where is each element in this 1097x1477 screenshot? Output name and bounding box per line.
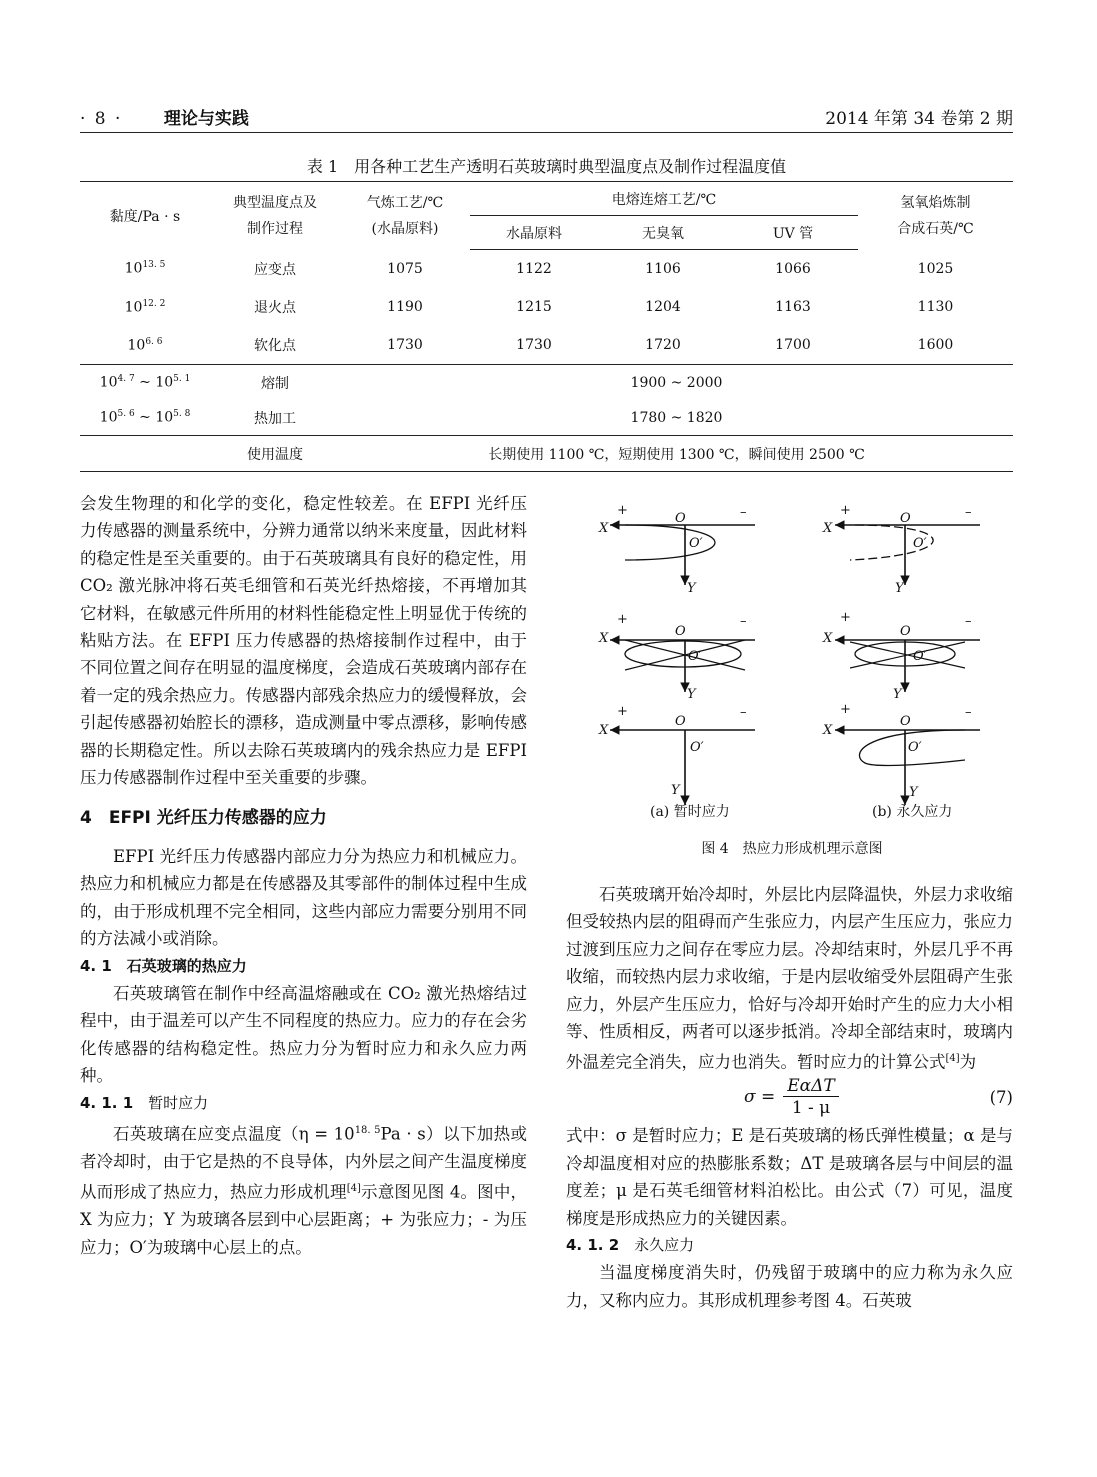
svg-text:X: X [823, 521, 833, 536]
table-row [80, 250, 1013, 289]
point-cell: 退火点 [254, 300, 296, 316]
column-name: 理论与实践 [163, 109, 249, 129]
value-cell: 1106 [645, 261, 681, 277]
svg-text:O′: O′ [688, 649, 702, 664]
svg-text:O′: O′ [913, 649, 927, 664]
svg-text:–: – [740, 705, 747, 720]
value-cell: 长期使用 1100 ℃，短期使用 1300 ℃，瞬间使用 2500 ℃ [488, 446, 865, 463]
header-left [80, 104, 249, 129]
section-heading: 4 EFPI 光纤压力传感器的应力 [80, 808, 327, 829]
figure-label-a: (a) 暂时应力 [650, 804, 730, 820]
col-header-hydro: 氢氧焰炼制 合成石英/℃ [897, 194, 974, 237]
panel-a2 [610, 640, 755, 692]
svg-text:X: X [823, 723, 833, 738]
table-row [80, 288, 1013, 326]
paragraph: 石英玻璃管在制作中经高温熔融或在 CO₂ 激光热熔结过程中，由于温差可以产生不同程度的热应力。应力的存在会劣化传感器的结构稳定性。热应力分为暂时应力和永久应力两种。 [80, 983, 527, 1086]
value-cell: 1204 [645, 299, 681, 315]
panel-b1 [835, 525, 980, 585]
svg-text:Y: Y [893, 687, 902, 702]
paragraph: 当温度梯度消失时，仍残留于玻璃中的应力称为永久应力，又称内应力。其形成机理参考图 4。石英玻 [566, 1263, 1013, 1310]
paragraph: 式中：σ 是暂时应力；E 是石英玻璃的杨氏弹性模量；α 是与冷却温度相对应的热膨胀系数；ΔT 是玻璃各层与中间层的温度差；μ 是石英毛细管材料泊松比。由公式（7）可见，温度梯度是形成热应力的关键因素。 [566, 1126, 1013, 1228]
col-header-viscosity: 黏度/Pa · s [109, 208, 181, 225]
value-cell: 1780 ~ 1820 [340, 400, 1013, 436]
table-row [80, 326, 1013, 365]
value-cell: 1720 [598, 326, 728, 365]
value-cell: 1122 [516, 261, 552, 277]
viscosity-cell: $10^{13. 5}$ [124, 260, 166, 278]
left-column [80, 490, 527, 1261]
svg-text:–: – [965, 705, 972, 720]
table-row [80, 436, 1013, 472]
table-row [80, 400, 1013, 436]
svg-text:X: X [823, 631, 833, 646]
right-column [566, 881, 1013, 1314]
viscosity-cell: $10^{5. 6}$ ~ $10^{5. 8}$ [80, 400, 210, 436]
svg-text:Y: Y [671, 783, 680, 798]
table-caption: 表 1 用各种工艺生产透明石英玻璃时典型温度点及制作过程温度值 [306, 157, 787, 176]
subsubsection-heading: 4. 1. 2 永久应力 [566, 1235, 695, 1254]
svg-text:+: + [617, 612, 628, 627]
figure-label-b: (b) 永久应力 [872, 804, 953, 820]
paragraph: EFPI 光纤压力传感器内部应力分为热应力和机械应力。热应力和机械应力都是在传感器及其零部件的制体过程中生成的，由于形成机理不完全相同，这些内部应力需要分别用不同的方法减小或消除。 [80, 846, 527, 949]
value-cell: 1075 [387, 260, 423, 277]
header-rule [80, 132, 1013, 133]
svg-text:X: X [599, 723, 609, 738]
svg-text:O: O [675, 511, 686, 526]
point-cell: 应变点 [254, 261, 296, 278]
svg-text:–: – [740, 505, 747, 520]
svg-text:O′: O′ [690, 740, 704, 755]
viscosity-cell: $10^{4. 7}$ ~ $10^{5. 1}$ [99, 374, 191, 391]
point-cell: 熔制 [261, 375, 289, 392]
svg-text:+: + [840, 702, 851, 717]
issue-info: 2014 年第 34 卷第 2 期 [825, 109, 1013, 129]
equation-7: σ = $\frac{\text{EαΔT}}{1 - \mu}$ (7) [744, 1076, 1013, 1119]
svg-text:X: X [599, 631, 609, 646]
svg-text:–: – [740, 614, 747, 629]
value-cell: 1025 [917, 260, 954, 277]
col-header-e-ozone: 无臭氧 [598, 216, 728, 250]
svg-text:Y: Y [909, 785, 918, 800]
paragraph: 石英玻璃开始冷却时，外层比内层降温快，外层力求收缩但受较热内层的阻碍而产生张应力，内层产生压应力，张应力过渡到压应力之间存在零应力层。冷却结束时，外层几乎不再收缩，而较热内层力求收缩，于是内层收缩受外层阻碍产生张应力，外层产生压应力，恰好与冷却开始时产生的应力大小相等、性质相反，两者可以逐步抵消。冷却全部结束时，玻璃内外温差完全消失，应力也消失。暂时应力的计算公式[4]为 [566, 885, 1013, 1072]
svg-text:+: + [840, 503, 851, 518]
svg-text:–: – [965, 505, 972, 520]
viscosity-cell: $10^{6. 6}$ [80, 326, 210, 365]
panel-b2 [835, 640, 980, 692]
svg-text:O: O [900, 511, 911, 526]
col-header-e-uv: UV 管 [728, 216, 858, 250]
table-row [80, 365, 1013, 401]
svg-text:–: – [965, 614, 972, 629]
value-cell: 1730 [470, 326, 598, 365]
svg-text:+: + [617, 704, 628, 719]
subsubsection-heading: 4. 1. 1 暂时应力 [80, 1093, 209, 1112]
point-cell: 软化点 [210, 326, 340, 365]
svg-text:+: + [840, 610, 851, 625]
value-cell: 1215 [516, 299, 552, 315]
col-header-point: 典型温度点及 制作过程 [233, 194, 317, 237]
svg-text:O: O [675, 624, 686, 639]
value-cell: 1900 ~ 2000 [630, 374, 723, 391]
svg-text:O′: O′ [689, 536, 703, 551]
panel-a3 [610, 730, 755, 805]
value-cell: 1600 [858, 326, 1013, 365]
equation-number: (7) [989, 1088, 1013, 1108]
svg-text:O′: O′ [913, 536, 927, 551]
paragraph: 会发生物理的和化学的变化，稳定性较差。在 EFPI 光纤压力传感器的测量系统中，分辨力通常以纳米来度量，因此材料的稳定性是至关重要的。由于石英玻璃具有良好的稳定性，用 CO₂ 激光脉冲将石英毛细管和石英光纤热熔接，不再增加其它材料，在敏感元件所用的材料性能稳定性上明显优于传统的粘贴方法。在 EFPI 压力传感器的热熔接制作过程中，由于不同位置之间存在明显的温度梯度，会造成石英玻璃内部存在着一定的残余热应力。传感器内部残余热应力的缓慢释放，会引起传感器初始腔长的漂移，造成测量中零点漂移，影响传感器的长期稳定性。所以去除石英玻璃内的残余热应力是 EFPI 压力传感器制作过程中至关重要的步骤。 [80, 494, 527, 788]
value-cell: 1190 [387, 299, 423, 315]
value-cell: 1066 [775, 261, 811, 277]
paragraph: 石英玻璃在应变点温度$(\eta = 10^{18. 5}Pa \cdot s)$以下加热或者冷却时，由于它是热的不良导体，内外层之间产生温度梯度从而形成了热应力，热应力形成机理[4]示意图见图 4。图中，X 为应力；Y 为玻璃各层到中心层距离；+ 为张应力；- 为压应力；O′为玻璃中心层上的点。 [80, 1124, 527, 1257]
svg-text:O′: O′ [908, 740, 922, 755]
value-cell: 1130 [917, 299, 954, 315]
svg-text:Y: Y [687, 687, 696, 702]
svg-text:+: + [617, 503, 628, 518]
col-header-electric: 电熔连熔工艺/℃ [470, 182, 858, 216]
svg-text:Y: Y [687, 581, 696, 596]
point-cell: 使用温度 [247, 446, 303, 463]
svg-text:X: X [599, 521, 609, 536]
running-header [80, 104, 1013, 132]
figure-caption: 图 4 热应力形成机理示意图 [701, 841, 883, 857]
col-header-gas: 气炼工艺/℃ (水晶原料) [366, 194, 444, 237]
viscosity-cell: $10^{12. 2}$ [124, 298, 166, 316]
subsection-heading: 4. 1 石英玻璃的热应力 [80, 956, 247, 975]
svg-text:O: O [900, 714, 911, 729]
data-table [80, 181, 1013, 472]
svg-text:O: O [900, 624, 911, 639]
value-cell: 1700 [728, 326, 858, 365]
value-cell: 1163 [775, 299, 811, 315]
svg-text:O: O [675, 714, 686, 729]
page-number: · 8 · [80, 109, 123, 129]
value-cell: 1730 [340, 326, 470, 365]
figure-4-diagram [595, 500, 995, 825]
point-cell: 热加工 [210, 400, 340, 436]
svg-text:Y: Y [895, 581, 904, 596]
panel-a1 [610, 525, 755, 585]
col-header-e-crystal: 水晶原料 [470, 216, 598, 250]
